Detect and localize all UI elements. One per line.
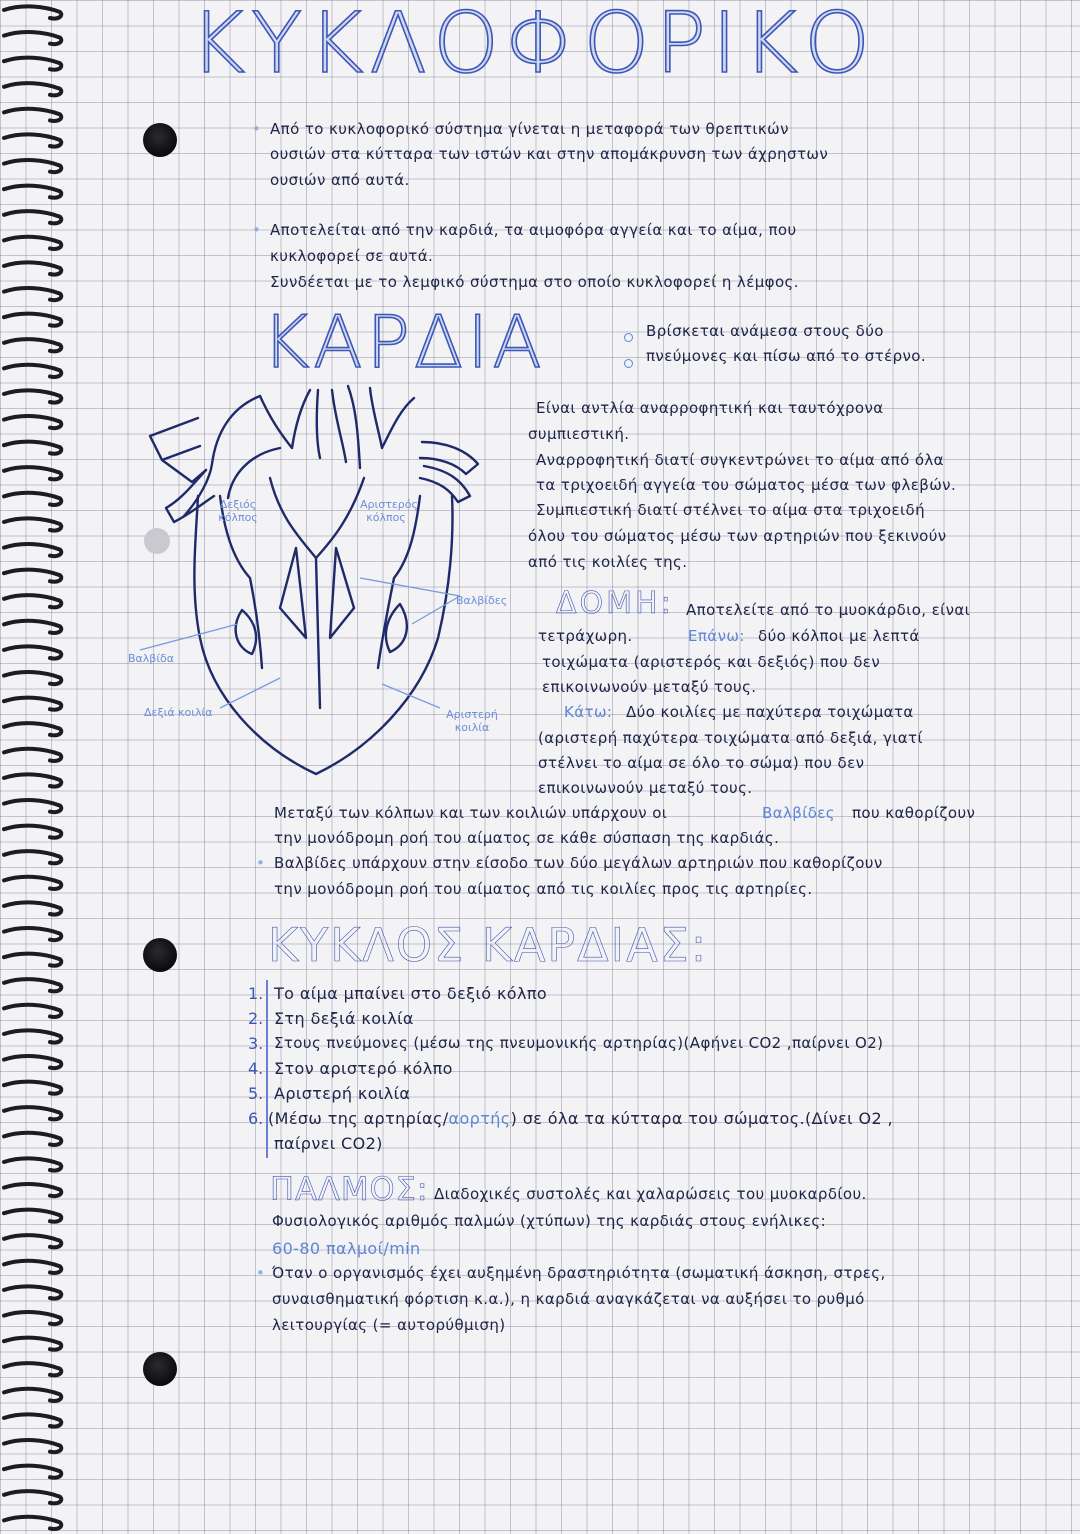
inner-septum (316, 558, 320, 708)
spiral-coil (4, 1056, 61, 1068)
spiral-coil (4, 467, 61, 479)
spiral-coil (4, 570, 61, 582)
spiral-coil (4, 646, 61, 658)
structure-line-1: Αποτελείτε από το μυοκάρδιο, είναι (686, 601, 971, 619)
step-text: Στους πνεύμονες (μέσω της πνευμονικής αρτηρίας)(Αφήνει CO2 ,παίρνει O2) (274, 1034, 884, 1052)
vessel-left-branch (150, 418, 206, 482)
spiral-coil (4, 442, 61, 454)
bullet-marker: • (256, 854, 266, 872)
spiral-coil (4, 1414, 61, 1426)
step-number: 1. (248, 984, 264, 1003)
pulse-rate: 60-80 παλμοί/min (272, 1239, 421, 1258)
spiral-coil (4, 1261, 61, 1273)
structure-heading: ΔΟΜΗ: (556, 586, 674, 621)
pulse-line-1: Διαδοχικές συστολές και χαλαρώσεις του μυοκαρδίου. (434, 1185, 867, 1203)
spiral-coil (4, 211, 61, 223)
pump-line-2: συμπιεστική. (528, 425, 630, 443)
step-number: 5. (248, 1084, 264, 1103)
bullet-marker (624, 333, 633, 342)
step-text: Αριστερή κοιλία (274, 1084, 411, 1103)
intro-line-2: ουσιών στα κύτταρα των ιστών και στην απομάκρυνση των άχρηστων (270, 145, 829, 163)
pulse-line-5: λειτουργίας (= αυτορύθμιση) (272, 1316, 506, 1334)
spiral-coil (4, 1235, 61, 1247)
punch-hole (143, 938, 177, 972)
spiral-coil (4, 160, 61, 172)
spiral-coil (4, 1517, 61, 1529)
septum (270, 478, 364, 558)
spiral-coil (4, 83, 61, 95)
spiral-coil (4, 1133, 61, 1145)
spiral-binding (0, 0, 70, 1534)
spiral-coil (4, 1158, 61, 1170)
intro-line-6: Συνδέεται με το λεμφικό σύστημα στο οποίο κυκλοφορεί η λέμφος. (270, 273, 799, 291)
spiral-coil (4, 851, 61, 863)
spiral-coil (4, 1440, 61, 1452)
spiral-coil (4, 390, 61, 402)
right-pulmonary (420, 442, 478, 502)
valves-line-3: Βαλβίδες υπάρχουν στην είσοδο των δύο μεγάλων αρτηριών που καθορίζουν (274, 854, 883, 872)
spiral-coil (4, 698, 61, 710)
valve-leaflet (386, 604, 407, 652)
valve-leaflet (280, 548, 306, 638)
spiral-coil (4, 1184, 61, 1196)
spiral-coil (4, 954, 61, 966)
spiral-coil (4, 6, 61, 18)
spiral-coil (4, 416, 61, 428)
step-number: 3. (248, 1034, 264, 1053)
spiral-coil (4, 749, 61, 761)
valves-line-4: την μονόδρομη ροή του αίματος από τις κοιλίες προς τις αρτηρίες. (274, 880, 813, 898)
spiral-coil (4, 58, 61, 70)
spiral-coil (4, 1210, 61, 1222)
spiral-coil (4, 1005, 61, 1017)
step-text-part: ) σε όλα τα κύτταρα του σώματος.(Δίνει O2 , (510, 1109, 894, 1128)
structure-line-7: (αριστερή παχύτερα τοιχώματα από δεξιά, γιατί (538, 729, 923, 747)
spiral-coil (4, 928, 61, 940)
spiral-coil (4, 1107, 61, 1119)
spiral-coil (4, 134, 61, 146)
spiral-coil (4, 518, 61, 530)
spiral-coil (4, 339, 61, 351)
spiral-coil (4, 1491, 61, 1503)
pump-line-4: τα τριχοειδή αγγεία του σώματος μέσα των φλεβών. (536, 476, 957, 494)
spiral-coil (4, 262, 61, 274)
step-text-continued: παίρνει CO2) (274, 1134, 383, 1153)
valve-leaflet (330, 548, 354, 638)
label-right-atrium: Δεξιός κόλπος (218, 498, 258, 524)
spiral-coil (4, 1338, 61, 1350)
intro-line-3: ουσιών από αυτά. (270, 171, 410, 189)
step-number: 2. (248, 1009, 264, 1028)
structure-line-9: επικοινωνούν μεταξύ τους. (538, 779, 753, 797)
pulse-line-3: Όταν ο οργανισμός έχει αυξημένη δραστηριότητα (σωματική άσκηση, στρες, (272, 1264, 886, 1282)
spiral-coil (4, 800, 61, 812)
valves-line-1b: που καθορίζουν (852, 804, 976, 822)
pump-line-1: Είναι αντλία αναρροφητική και ταυτόχρονα (536, 399, 884, 417)
pulse-line-2: Φυσιολογικός αριθμός παλμών (χτύπων) της καρδιάς στους ενήλικες: (272, 1212, 827, 1230)
spiral-coil (4, 672, 61, 684)
spiral-coil (4, 365, 61, 377)
structure-line-3: δύο κόλποι με λεπτά (758, 627, 920, 645)
spiral-coil (4, 1286, 61, 1298)
step-text: Στη δεξιά κοιλία (274, 1009, 414, 1028)
spiral-coil (4, 1082, 61, 1094)
spiral-coil (4, 109, 61, 121)
pulse-line-4: συναισθηματική φόρτιση κ.α.), η καρδιά αναγκάζεται να αυξήσει το ρυθμό (272, 1290, 865, 1308)
spiral-coil (4, 774, 61, 786)
spiral-coil (4, 1363, 61, 1375)
pump-line-7: από τις κοιλίες της. (528, 553, 688, 571)
spiral-coil (4, 723, 61, 735)
label-valve: Βαλβίδα (128, 652, 175, 665)
valves-term: Βαλβίδες (762, 804, 835, 822)
pump-line-5: Συμπιεστική διατί στέλνει το αίμα στα τριχοειδή (536, 501, 925, 519)
label-left-atrium: Αριστερός κόλπος (360, 498, 418, 524)
spiral-coil (4, 902, 61, 914)
pump-line-3: Αναρροφητική διατί συγκεντρώνει το αίμα από όλα (536, 451, 944, 469)
step-number: 6. (248, 1109, 264, 1128)
structure-bottom-label: Κάτω: (564, 703, 613, 721)
bullet-marker (624, 359, 633, 368)
heart-heading: ΚΑΡΔΙΑ (262, 300, 546, 384)
intro-line-1: Από το κυκλοφορικό σύστημα γίνεται η μεταφορά των θρεπτικών (270, 120, 789, 138)
step-text: Στον αριστερό κόλπο (274, 1059, 453, 1078)
bullet-marker: • (252, 221, 262, 239)
spiral-coil (4, 314, 61, 326)
pump-line-6: όλου του σώματος μέσω των αρτηριών που ξεκινούν (528, 527, 947, 545)
spiral-coil (4, 237, 61, 249)
spiral-coil (4, 826, 61, 838)
spiral-coil (4, 621, 61, 633)
structure-line-2: τετράχωρη. (538, 627, 633, 645)
spiral-coil (4, 979, 61, 991)
heart-location-1: Βρίσκεται ανάμεσα στους δύο (646, 322, 884, 340)
structure-top-label: Επάνω: (688, 627, 745, 645)
bullet-marker: • (256, 1264, 266, 1282)
valves-line-2: την μονόδρομη ροή του αίματος σε κάθε σύσπαση της καρδιάς. (274, 829, 780, 847)
structure-line-5: επικοινωνούν μεταξύ τους. (542, 678, 757, 696)
valve-leaflet (236, 610, 256, 654)
step-text: Το αίμα μπαίνει στο δεξιό κόλπο (274, 984, 548, 1003)
punch-hole (143, 123, 177, 157)
spiral-coil (4, 493, 61, 505)
intro-line-5: κυκλοφορεί σε αυτά. (270, 247, 434, 265)
spiral-coil (4, 186, 61, 198)
step-number: 4. (248, 1059, 264, 1078)
step-text-highlight: αορτής (448, 1109, 511, 1128)
label-left-ventricle: Αριστερή κοιλία (446, 708, 498, 734)
spiral-coil (4, 1389, 61, 1401)
step-text-part: (Μέσω της αρτηρίας/ (268, 1109, 449, 1128)
structure-line-8: στέλνει το αίμα σε όλο το σώμα) που δεν (538, 754, 865, 772)
punch-hole (143, 1352, 177, 1386)
spiral-coil (4, 877, 61, 889)
structure-line-6: Δύο κοιλίες με παχύτερα τοιχώματα (626, 703, 914, 721)
spiral-coil (4, 1312, 61, 1324)
valves-line-1: Μεταξύ των κόλπων και των κοιλιών υπάρχουν οι (274, 804, 668, 822)
page-title: ΚΥΚΛΟΦΟΡΙΚΟ (190, 0, 877, 92)
vessel-left-lower (166, 470, 214, 522)
cycle-heading: ΚΥΚΛΟΣ ΚΑΡΔΙΑΣ: (268, 918, 709, 972)
structure-line-4: τοιχώματα (αριστερός και δεξιός) που δεν (542, 653, 881, 671)
spiral-coil (4, 32, 61, 44)
spiral-coil (4, 595, 61, 607)
spiral-coil (4, 544, 61, 556)
step-text (268, 1106, 893, 1132)
spiral-coil (4, 1466, 61, 1478)
spiral-coil (4, 288, 61, 300)
label-valves: Βαλβίδες (456, 594, 508, 607)
label-right-ventricle: Δεξιά κοιλία (144, 706, 213, 719)
pulse-heading: ΠΑΛΜΟΣ: (270, 1170, 429, 1208)
bullet-marker: • (252, 120, 262, 138)
aorta-outline (260, 386, 414, 468)
heart-location-2: πνεύμονες και πίσω από το στέρνο. (646, 347, 927, 365)
spiral-coil (4, 1030, 61, 1042)
intro-line-4: Αποτελείται από την καρδιά, τα αιμοφόρα αγγεία και το αίμα, που (270, 221, 797, 239)
